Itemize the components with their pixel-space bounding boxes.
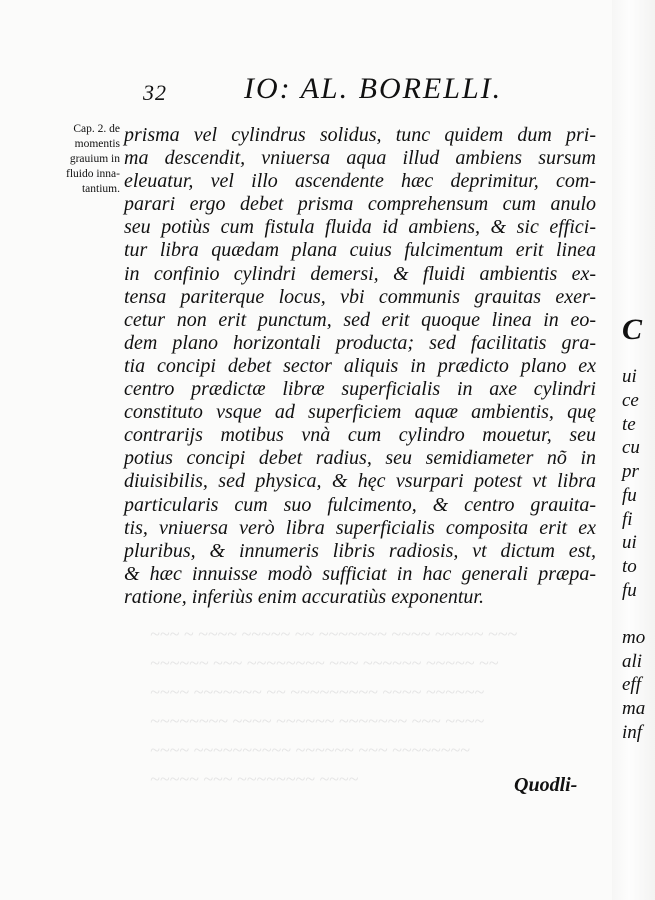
facing-text [622,602,655,626]
facing-text: ui [622,532,637,554]
body-text [124,124,596,609]
text-line: & hæc innuisse modò sufficiat in hac generali præpa- [124,562,596,585]
facing-text: ce [622,390,639,412]
text-line: tis, vniuersa verò libra superficialis composita erit ex [124,516,596,539]
facing-text: cu [622,437,640,459]
running-head: IO: AL. BORELLI. [244,72,503,105]
facing-text: fu [622,484,637,506]
text-line: tur libra quædam plana cuius fulcimentum erit linea [124,239,596,262]
facing-text: eff [622,674,641,696]
facing-text: ui [622,366,637,388]
facing-text: fu [622,579,637,601]
facing-text: ali [622,650,643,672]
margin-note-line: Cap. 2. de [73,123,120,135]
margin-note-line: grauium in [69,153,120,165]
facing-text: mo [622,626,646,648]
text-line: particularis cum suo fulcimento, & centro grauita- [124,493,596,516]
facing-text: pr [622,461,639,483]
text-line: potius concipi debet radius, seu semidiameter nõ in [124,447,596,470]
facing-text: ma [622,698,646,719]
margin-note-line: tantium. [81,183,120,195]
bleed-through-shadow: ~~~ ~ ~~~~ ~~~~~ ~~ ~~~~~~~ ~~~~ ~~~~~ ~~~ ~~~~~~ ~~~ ~~~~~~~~ ~~~ ~~~~~~ ~~~~~ ~~ ~~~~ ~~~~~~~ ~~ ~~~~~~~~~ ~~~~ ~~~~~~ ~~~~~~~~ ~~~~ ~~~~~~ ~~~~~~~ ~~~ ~~~~ ~~~~ ~~~~~~~~~~ ~~~~~~ ~~~ ~~~~~~~~ ~~~~~ ~~~ ~~~~~~~~ ~~~~ [150,624,518,789]
text-line: centro prædictæ libræ superficialis in axe cylindri [124,378,596,401]
text-line: contrarijs motibus vnà cum cylindro mouetur, seu [124,424,596,447]
text-line: diuisibilis, sed physica, & hęc vsurpari potest vt libra [124,470,596,493]
text-line-last: ratione, inferiùs enim accuratiùs exponentur. [124,585,484,608]
facing-text: fi [622,508,633,530]
page-number: 32 [143,80,167,105]
text-line: cetur non erit punctum, sed erit quoque linea in eo- [124,308,596,331]
text-line: parari ergo debet prisma comprehensum cum anulo [124,193,596,216]
margin-note-line: fluido inna- [66,168,120,180]
text-line: constituto vsque ad superficiem aquæ ambientis, quę [124,401,596,424]
text-line: in confinio cylindri demersi, & fluidi ambientis ex- [124,262,596,285]
facing-text: inf [622,721,643,743]
facing-text: C [622,313,643,346]
text-line: tensa pariterque locus, vbi communis grauitas exer- [124,285,596,308]
facing-text: te [622,413,636,435]
catchword: Quodli- [514,774,578,796]
text-line: tia concipi debet sector aliquis in prædicto plano ex [124,354,596,377]
margin-note [40,122,120,197]
text-line: seu potiùs cum fistula fluida id ambiens, & sic effici- [124,216,596,239]
text-line: prisma vel cylindrus solidus, tunc quidem dum pri- [124,124,596,146]
text-line: eleuatur, vel illo ascendente hæc deprimitur, com- [124,170,596,193]
facing-text: to [622,555,637,577]
page-header [0,72,655,112]
margin-note-line: momentis [74,138,120,150]
text-line: pluribus, & innumeris libris radiosis, vt dictum est, [124,539,596,562]
text-line: ma descendit, vniuersa aqua illud ambiens sursum [124,147,596,170]
facing-page-fragment [622,313,655,744]
text-line: dem plano horizontali producta; sed facilitatis gra- [124,331,596,354]
